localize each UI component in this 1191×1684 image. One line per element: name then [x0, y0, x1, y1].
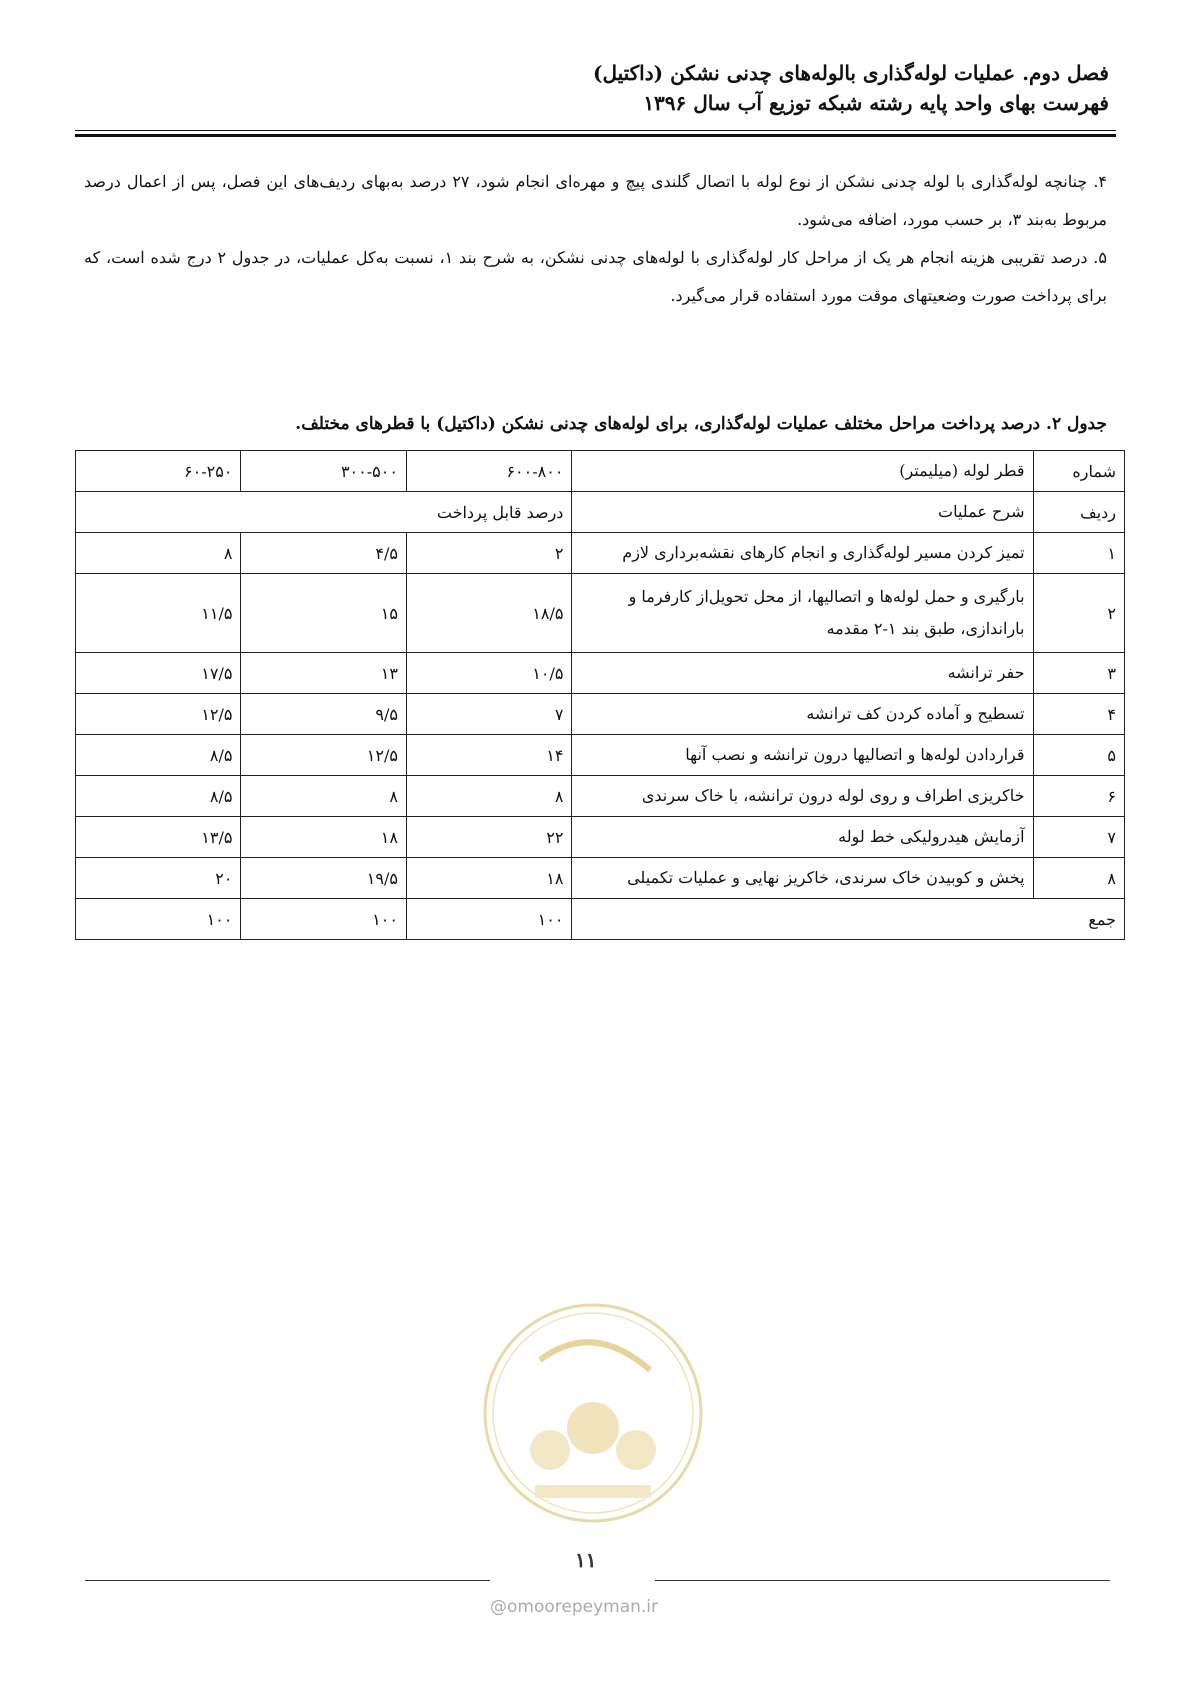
row-value-60-250: ۸/۵ [76, 735, 241, 776]
row-value-300-500: ۱۲/۵ [241, 735, 407, 776]
row-description: آزمایش هیدرولیکی خط لوله [572, 817, 1033, 858]
row-value-60-250: ۱۳/۵ [76, 817, 241, 858]
table-row [76, 653, 1125, 694]
header-col-300-500: ۳۰۰-۵۰۰ [241, 451, 407, 492]
row-value-60-250: ۱۲/۵ [76, 694, 241, 735]
table-row [76, 817, 1125, 858]
row-value-300-500: ۱۸ [241, 817, 407, 858]
header-row-number-bottom: ردیف [1033, 492, 1124, 533]
table-caption: جدول ۲. درصد پرداخت مراحل مختلف عملیات لوله‌گذاری، برای لوله‌های چدنی نشکن (داکتیل) با قطرهای مختلف. [295, 414, 1107, 434]
table-row [76, 776, 1125, 817]
row-value-600-800: ۱۸ [406, 858, 572, 899]
row-value-60-250: ۱۷/۵ [76, 653, 241, 694]
row-description: قراردادن لوله‌ها و اتصالیها درون ترانشه و نصب آنها [572, 735, 1033, 776]
total-600-800: ۱۰۰ [406, 899, 572, 940]
table-row [76, 858, 1125, 899]
paragraph-5: ۵. درصد تقریبی هزینه انجام هر یک از مراحل کار لوله‌گذاری با لوله‌های چدنی نشکن، به شرح بند ۱، نسبت به‌کل عملیات، در جدول ۲ درج شده است، که برای پرداخت صورت وضعیتهای موقت مورد استفاده قرار می‌گیرد. [84, 248, 1107, 305]
paragraph-4: ۴. چنانچه لوله‌گذاری با لوله چدنی نشکن از نوع لوله با اتصال گلندی پیچ و مهره‌ای انجام شود، ۲۷ درصد به‌بهای ردیف‌های این فصل، پس از اعمال درصد مربوط به‌بند ۳، بر حسب مورد، اضافه می‌شود. [84, 172, 1107, 229]
row-description: تسطیح و آماده کردن کف ترانشه [572, 694, 1033, 735]
chapter-title: فصل دوم. عملیات لوله‌گذاری بالوله‌های چدنی نشکن (داکتیل) [592, 61, 1109, 85]
row-number: ۱ [1033, 533, 1124, 574]
table-header-row [76, 451, 1125, 492]
row-value-300-500: ۹/۵ [241, 694, 407, 735]
footer-rule-right [655, 1580, 1110, 1581]
row-value-600-800: ۱۸/۵ [406, 574, 572, 653]
table-header-row [76, 492, 1125, 533]
operations-table [75, 450, 1125, 940]
table-row [76, 735, 1125, 776]
row-number: ۲ [1033, 574, 1124, 653]
header-rule-thin [75, 130, 1116, 131]
document-title: فهرست بهای واحد پایه رشته شبکه توزیع آب سال ۱۳۹۶ [643, 91, 1109, 115]
table-row [76, 533, 1125, 574]
table-total-row [76, 899, 1125, 940]
header-payable-percent: درصد قابل پرداخت [76, 492, 572, 533]
row-value-300-500: ۱۹/۵ [241, 858, 407, 899]
row-description: پخش و کوبیدن خاک سرندی، خاکریز نهایی و عملیات تکمیلی [572, 858, 1033, 899]
row-value-60-250: ۸/۵ [76, 776, 241, 817]
header-row-number-top: شماره [1033, 451, 1124, 492]
row-value-300-500: ۱۵ [241, 574, 407, 653]
row-description: تمیز کردن مسیر لوله‌گذاری و انجام کارهای نقشه‌برداری لازم [572, 533, 1033, 574]
row-value-600-800: ۸ [406, 776, 572, 817]
row-value-600-800: ۲۲ [406, 817, 572, 858]
total-300-500: ۱۰۰ [241, 899, 407, 940]
row-value-600-800: ۱۴ [406, 735, 572, 776]
table-row [76, 574, 1125, 653]
watermark-site: @omoorepeyman.ir [490, 1597, 659, 1617]
row-value-600-800: ۷ [406, 694, 572, 735]
header-col-60-250: ۶۰-۲۵۰ [76, 451, 241, 492]
row-description: حفر ترانشه [572, 653, 1033, 694]
row-number: ۴ [1033, 694, 1124, 735]
total-label: جمع [572, 899, 1125, 940]
row-number: ۸ [1033, 858, 1124, 899]
row-value-60-250: ۱۱/۵ [76, 574, 241, 653]
row-value-60-250: ۲۰ [76, 858, 241, 899]
row-description: بارگیری و حمل لوله‌ها و اتصالیها، از محل تحویل‌از کارفرما و باراندازی، طبق بند ۱-۲ مقدمه [572, 574, 1033, 653]
page-number: ۱۱ [575, 1548, 597, 1572]
row-number: ۶ [1033, 776, 1124, 817]
row-value-600-800: ۱۰/۵ [406, 653, 572, 694]
header-diameter: قطر لوله (میلیمتر) [572, 451, 1033, 492]
watermark-seal-logo [480, 1300, 706, 1526]
body-text [84, 163, 1107, 315]
row-value-300-500: ۱۳ [241, 653, 407, 694]
header-rule-thick [75, 134, 1116, 137]
table-row [76, 694, 1125, 735]
row-value-60-250: ۸ [76, 533, 241, 574]
row-number: ۵ [1033, 735, 1124, 776]
row-number: ۳ [1033, 653, 1124, 694]
row-value-300-500: ۸ [241, 776, 407, 817]
row-value-300-500: ۴/۵ [241, 533, 407, 574]
row-description: خاکریزی اطراف و روی لوله درون ترانشه، با خاک سرندی [572, 776, 1033, 817]
row-value-600-800: ۲ [406, 533, 572, 574]
total-60-250: ۱۰۰ [76, 899, 241, 940]
page-header [593, 58, 1109, 118]
header-description: شرح عملیات [572, 492, 1033, 533]
footer-rule-left [85, 1580, 490, 1581]
row-number: ۷ [1033, 817, 1124, 858]
header-col-600-800: ۶۰۰-۸۰۰ [406, 451, 572, 492]
